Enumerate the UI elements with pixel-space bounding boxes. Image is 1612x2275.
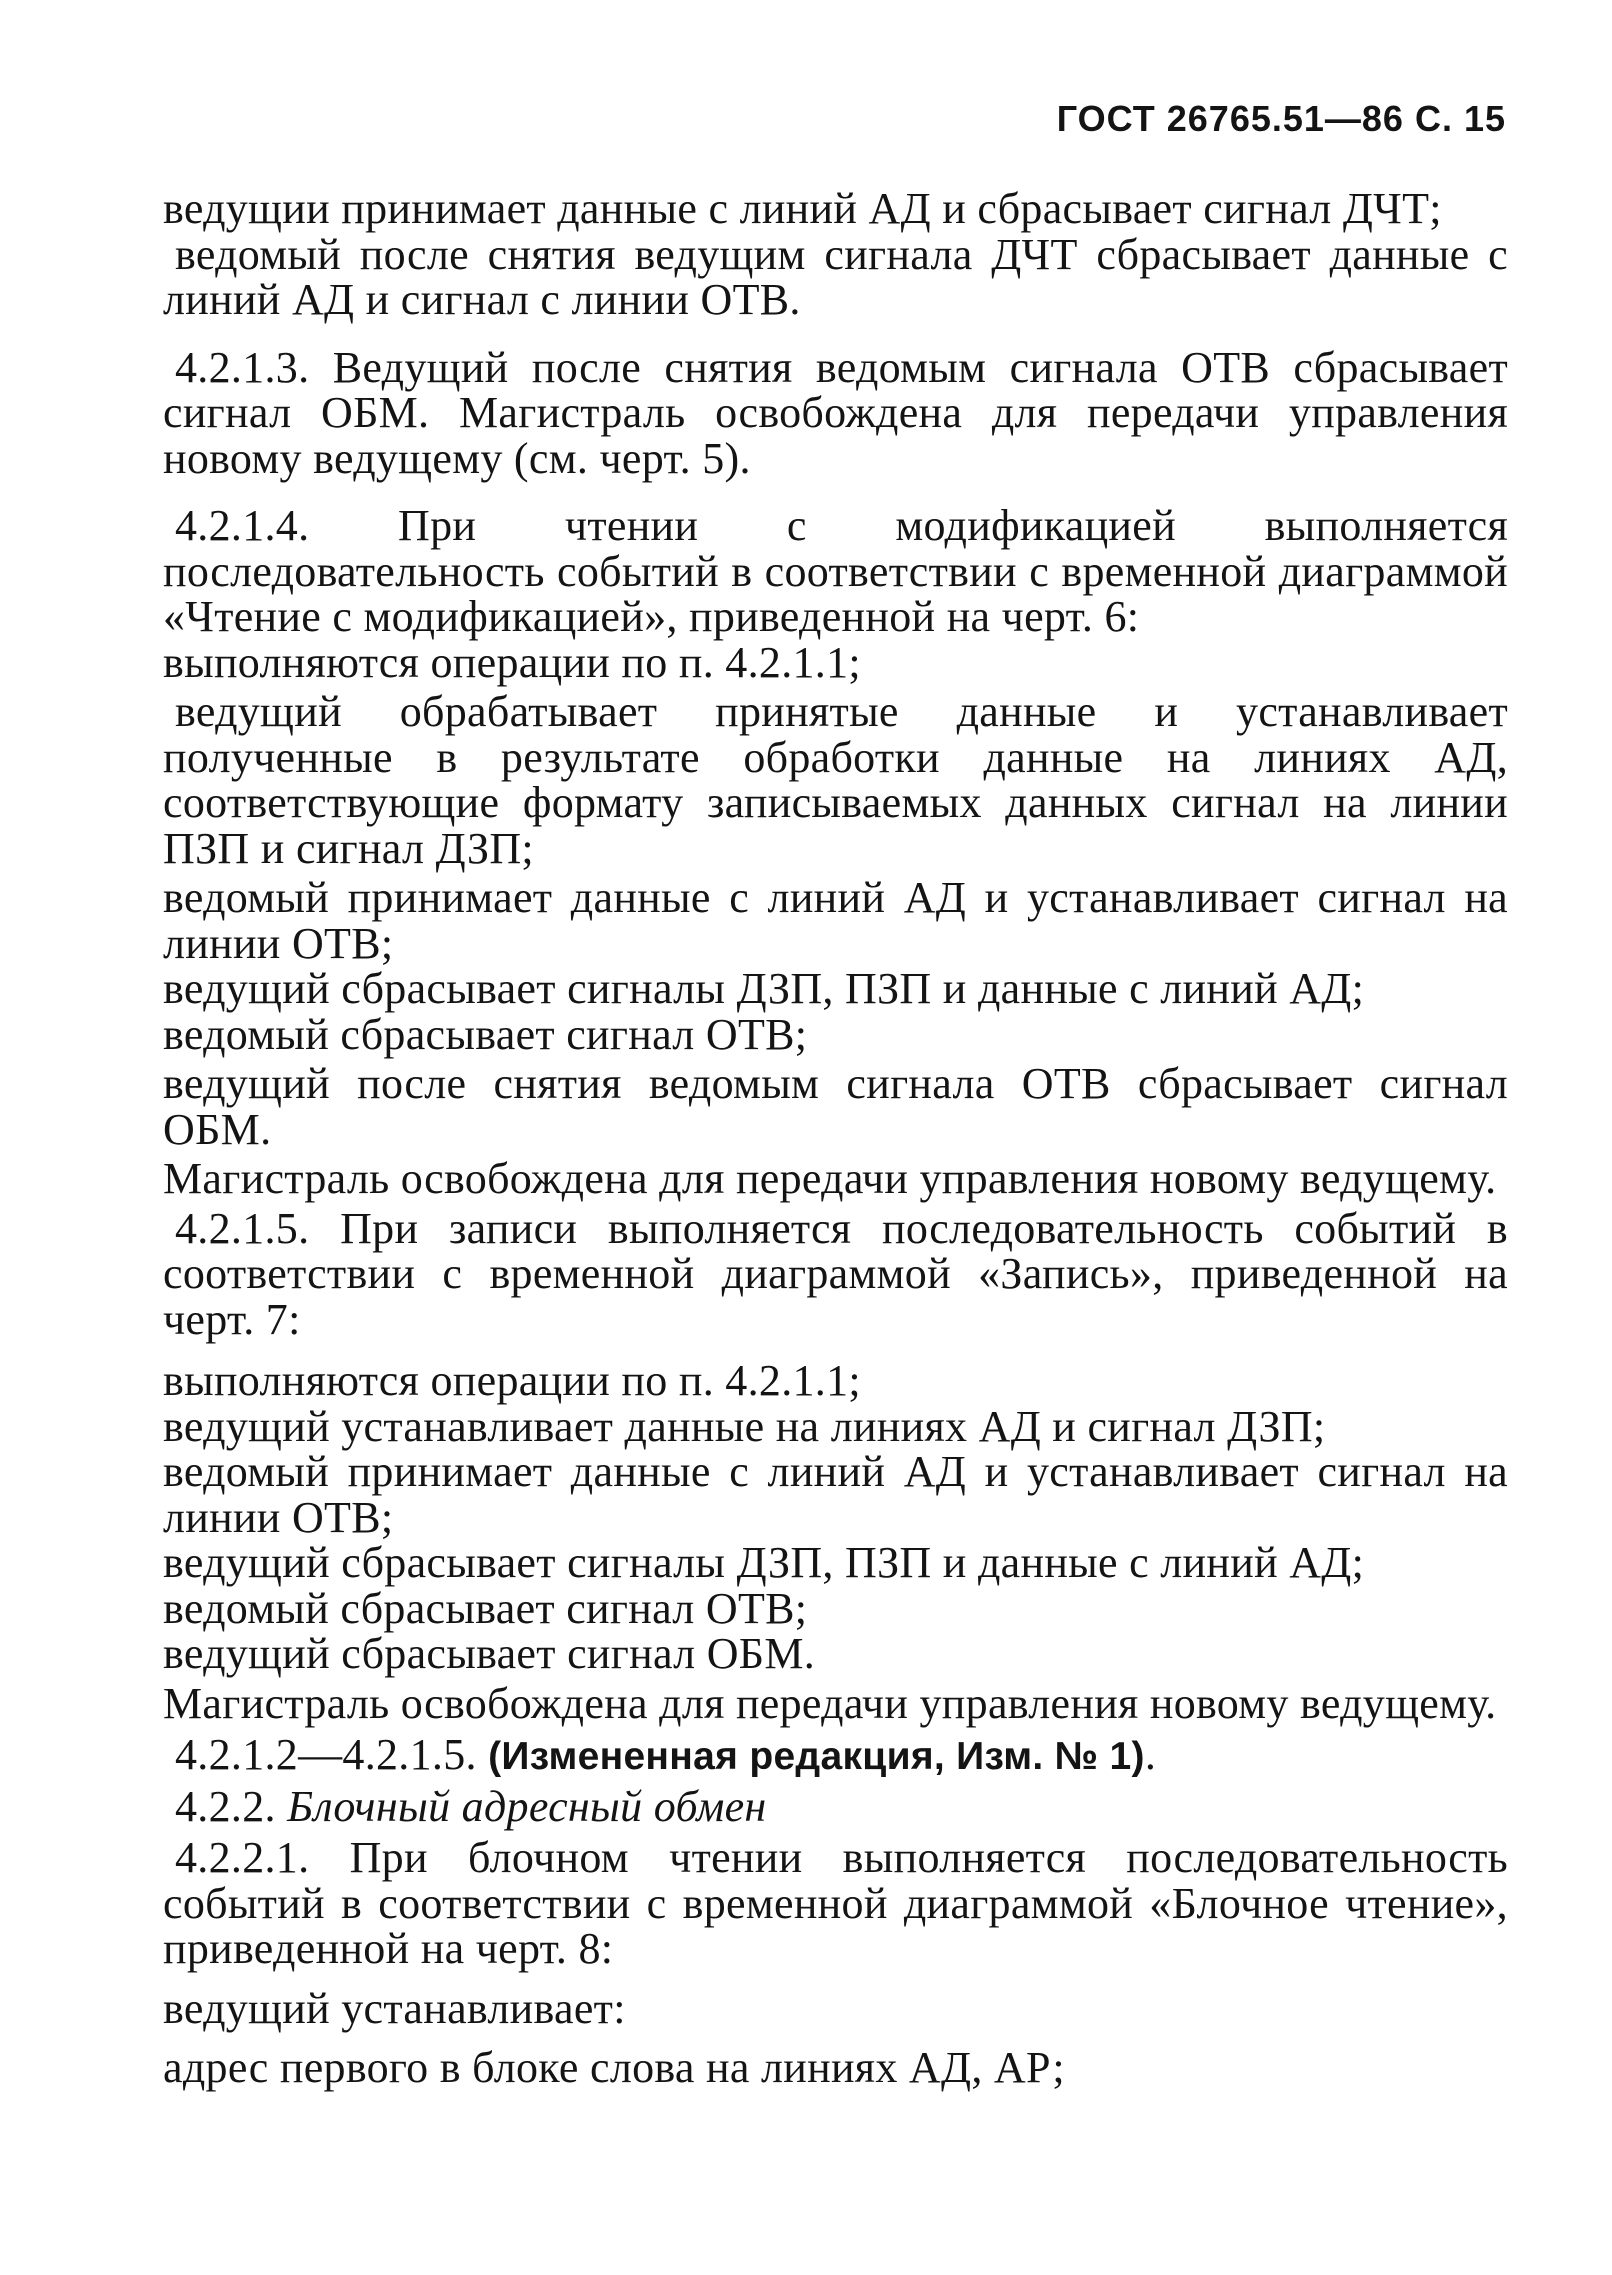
paragraph: 4.2.1.3. Ведущий после снятия ведомым сигнала ОТВ сбрасывает сигнал ОБМ. Магистраль освобождена для передачи управления новому ведущему (см. черт. 5).: [163, 342, 1508, 483]
document-body: [163, 186, 1508, 2091]
paragraph: ведущии принимает данные с линий АД и сбрасывает сигнал ДЧТ;: [163, 184, 1442, 233]
page-header: ГОСТ 26765.51—86 С. 15: [1056, 98, 1506, 139]
change-note-prefix: 4.2.1.2—4.2.1.5.: [175, 1730, 489, 1779]
paragraph: ведущий сбрасывает сигналы ДЗП, ПЗП и данные с линий АД;: [163, 964, 1365, 1013]
paragraph: ведущий после снятия ведомым сигнала ОТВ сбрасывает сигнал ОБМ.: [163, 1059, 1508, 1154]
paragraph: ведомый сбрасывает сигнал ОТВ;: [163, 1009, 808, 1059]
paragraph: ведущий сбрасывает сигналы ДЗП, ПЗП и данные с линий АД;: [163, 1538, 1365, 1587]
section-title: Блочный адресный обмен: [287, 1781, 767, 1831]
paragraph: 4.2.1.4. При чтении с модификацией выполняется последовательность событий в соответствии с временной диаграммой «Чтение с модификацией», приведенной на черт. 6:: [163, 501, 1508, 641]
paragraph: ведомый принимает данные с линий АД и устанавливает сигнал на линии ОТВ;: [163, 873, 1508, 968]
change-note: [163, 1732, 1508, 1780]
paragraph: 4.2.1.5. При записи выполняется последовательность событий в соответствии с временной диаграммой «Запись», приведенной на черт. 7:: [163, 1203, 1508, 1344]
paragraph: Магистраль освобождена для передачи управления новому ведущему.: [163, 1154, 1497, 1203]
paragraph: адрес первого в блоке слова на линиях АД, АР;: [163, 2043, 1065, 2092]
paragraph: Магистраль освобождена для передачи управления новому ведущему.: [163, 1678, 1497, 1728]
paragraph: ведущий устанавливает:: [163, 1983, 626, 2033]
paragraph: ведомый принимает данные с линий АД и устанавливает сигнал на линии ОТВ;: [163, 1447, 1508, 1542]
paragraph: выполняются операции по п. 4.2.1.1;: [163, 637, 861, 687]
paragraph: ведомый после снятия ведущим сигнала ДЧТ сбрасывает данные с линий АД и сигнал с линии ОТВ.: [163, 229, 1508, 324]
paragraph: ведомый сбрасывает сигнал ОТВ;: [163, 1583, 808, 1633]
change-note-suffix: .: [1144, 1730, 1157, 1779]
paragraph: ведущий сбрасывает сигнал ОБМ.: [163, 1629, 816, 1678]
paragraph: ведущий устанавливает данные на линиях АД и сигнал ДЗП;: [163, 1401, 1326, 1451]
paragraph: ведущий обрабатывает принятые данные и устанавливает полученные в результате обработки данные на линиях АД, соответствующие формату записываемых данных сигнал на линии ПЗП и сигнал ДЗП;: [163, 687, 1508, 873]
paragraph: 4.2.2.1. При блочном чтении выполняется последовательность событий в соответствии с временной диаграммой «Блочное чтение», приведенной на черт. 8:: [163, 1833, 1508, 1973]
paragraph: выполняются операции по п. 4.2.1.1;: [163, 1356, 861, 1405]
change-note-bold: (Измененная редакция, Изм. № 1): [488, 1735, 1145, 1778]
section-heading: [163, 1781, 1508, 1831]
section-number: 4.2.2.: [175, 1781, 288, 1831]
